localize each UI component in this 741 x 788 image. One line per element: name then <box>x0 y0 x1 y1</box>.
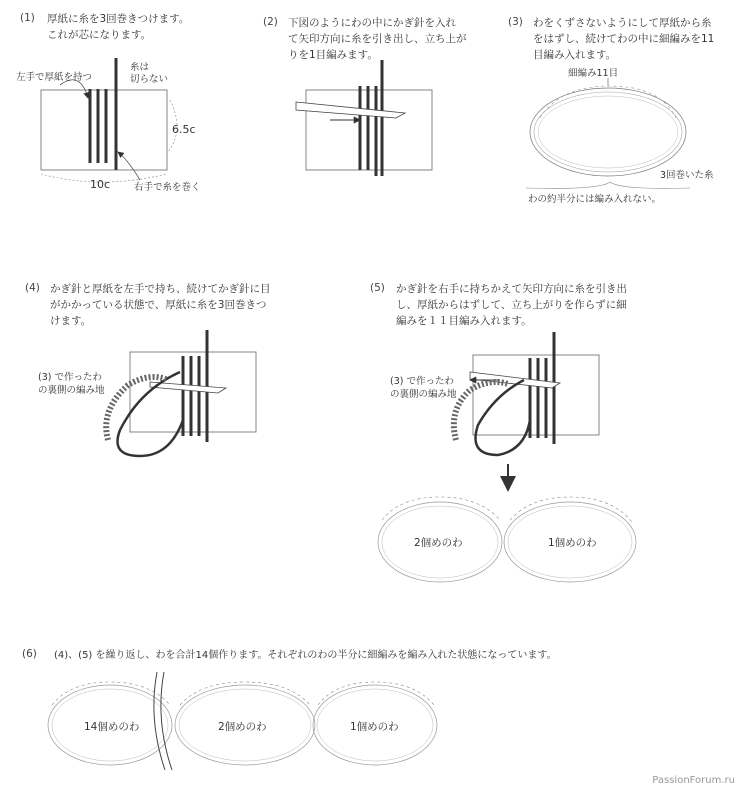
step1-width-label: 10c <box>90 178 111 191</box>
step3-wrapped-label: 3回巻いた糸 <box>660 170 714 181</box>
step4-diagram <box>106 330 256 456</box>
step1-right-hand-label: 右手で糸を巻く <box>134 182 201 193</box>
step5-text-line1: かぎ針を右手に持ちかえて矢印方向に糸を引き出 <box>396 283 627 295</box>
step4-text-line2: がかかっている状態で、厚紙に糸を3回巻きつ <box>50 299 267 311</box>
step5-label-a: (3) で作ったわ <box>390 376 454 387</box>
step5-number: (5) <box>370 282 385 294</box>
step5-ring1-label: 1個めのわ <box>548 537 597 549</box>
watermark-text: PassionForum.ru <box>652 775 735 786</box>
step2-hook-diagram <box>296 60 432 176</box>
step6-number: (6) <box>22 648 37 660</box>
step4-label-b: の裏側の編み地 <box>38 385 105 396</box>
step1-thread-label-a: 糸は <box>130 62 150 73</box>
step1-thread-label-b: 切らない <box>130 74 169 85</box>
step1-number: (1) <box>20 12 35 24</box>
step1-height-label: 6.5c <box>172 123 196 136</box>
step6-ring1-label: 1個めのわ <box>350 721 399 733</box>
step6-text-line1: (4)、(5) を繰り返し、わを合計14個作ります。それぞれのわの半分に細編みを編み入れた状態になっています。 <box>54 650 557 661</box>
step4-text-line3: けます。 <box>50 315 92 327</box>
step3-text-line3: 目編み入れます。 <box>533 49 617 61</box>
step3-text-line2: をはずし、続けてわの中に細編みを11 <box>533 33 715 45</box>
step4-number: (4) <box>25 282 40 294</box>
step5-label-b: の裏側の編み地 <box>390 389 457 400</box>
step3-stitches-label: 細編み11目 <box>568 68 619 79</box>
step5-ring2-label: 2個めのわ <box>414 537 463 549</box>
step2-text-line1: 下図のようにわの中にかぎ針を入れ <box>288 17 456 29</box>
step3-text-line1: わをくずさないようにして厚紙から糸 <box>533 17 712 29</box>
step4-text-line1: かぎ針と厚紙を左手で持ち、続けてかぎ針に目 <box>50 283 271 295</box>
step5-text-line3: 編みを１１目編み入れます。 <box>396 315 532 327</box>
step6-ring14-label: 14個めのわ <box>84 721 140 733</box>
step4-label-a: (3) で作ったわ <box>38 372 102 383</box>
step1-left-hand-label: 左手で厚紙を持つ <box>16 72 93 83</box>
step2-number: (2) <box>263 16 278 28</box>
step6-ring2-label: 2個めのわ <box>218 721 267 733</box>
step1-text-line2: これが芯になります。 <box>47 29 152 41</box>
step2-text-line3: りを1目編みます。 <box>288 49 378 61</box>
step1-text-line1: 厚紙に糸を3回巻きつけます。 <box>47 13 190 25</box>
step5-text-line2: し、厚紙からはずして、立ち上がりを作らずに細 <box>396 299 627 311</box>
step2-text-line2: て矢印方向に糸を引き出し、立ち上が <box>288 33 467 45</box>
step3-number: (3) <box>508 16 523 28</box>
step3-half-label: わの約半分には編み入れない。 <box>528 194 662 205</box>
